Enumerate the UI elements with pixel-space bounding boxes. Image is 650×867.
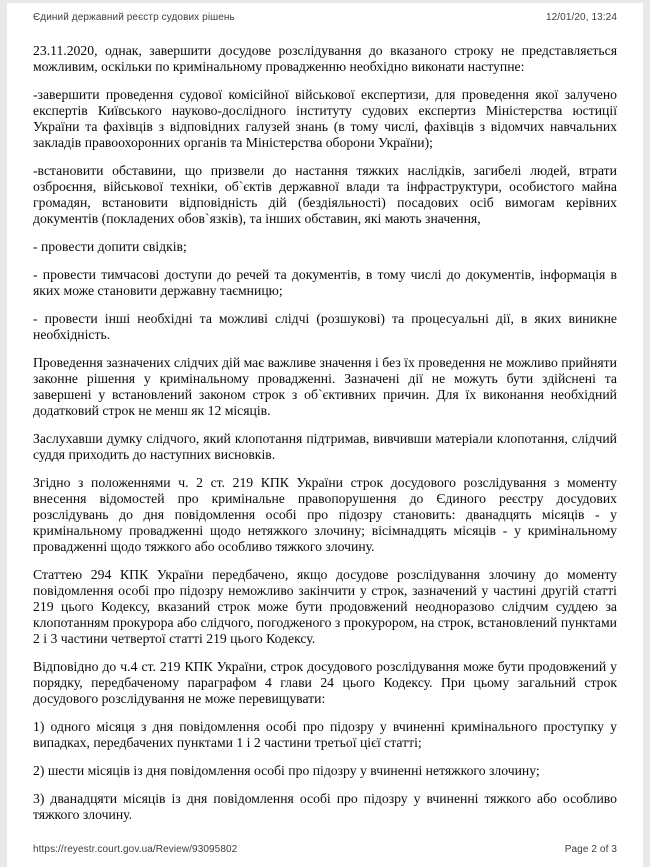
header-datetime: 12/01/20, 13:24: [545, 12, 617, 23]
footer-url: https://reyestr.court.gov.ua/Review/93095802: [33, 844, 238, 855]
paragraph: 23.11.2020, однак, завершити досудове розслідування до вказаного строку не представляється можливим, оскільки по кримінальному провадженню необхідно виконати наступне:: [33, 43, 617, 74]
paragraph: Проведення зазначених слідчих дій має важливе значення і без їх проведення не можливо прийняти законне рішення у кримінальному провадженні. Зазначені дії не можуть бути здійснені та завершені у встановлений законом строк з об`єктивних причин. Для їх виконання необхідний додатковий строк не менш як 12 місяців.: [33, 355, 617, 418]
paragraph: 2) шести місяців із дня повідомлення особі про підозру у вчиненні нетяжкого злочину;: [33, 763, 540, 778]
print-header: [7, 3, 643, 23]
document-body: [7, 43, 643, 823]
print-footer: [7, 844, 643, 855]
footer-page-info: Page 2 of 3: [564, 844, 617, 855]
paragraph: -встановити обставини, що призвели до настання тяжких наслідків, загибелі людей, втрати озброєння, військової техніки, об`єктів державної влади та інфраструктури, особистого майна громадян, встановити відповідність дій (бездіяльності) посадових осіб вимогам керівних документів (покладених обов`язків), та інших обставин, які мають значення,: [33, 163, 617, 226]
paragraph: - провести тимчасові доступи до речей та документів, в тому числі до документів, інформація в яких може становити державну таємницю;: [33, 267, 617, 298]
paragraph: 3) дванадцяти місяців із дня повідомлення особі про підозру у вчиненні тяжкого або особливо тяжкого злочину.: [33, 791, 617, 822]
document-page: [7, 3, 643, 867]
paragraph: Відповідно до ч.4 ст. 219 КПК України, строк досудового розслідування може бути продовжений у порядку, передбаченому параграфом 4 глави 24 цього Кодексу. При цьому загальний строк досудового розслідування не може перевищувати:: [33, 659, 617, 706]
paragraph: Статтею 294 КПК України передбачено, якщо досудове розслідування злочину до моменту повідомлення особі про підозру неможливо закінчити у строк, зазначений у частині другій статті 219 цього Кодексу, вказаний строк може бути продовжений неодноразово слідчим суддею за клопотанням прокурора або слідчого, погодженого з прокурором, на строк, встановлений пунктами 2 і 3 частини четвертої статті 219 цього Кодексу.: [33, 567, 617, 646]
paragraph: Згідно з положеннями ч. 2 ст. 219 КПК України строк досудового розслідування з моменту внесення відомостей про кримінальне правопорушення до Єдиного реєстру досудових розслідувань до дня повідомлення особі про підозру становить: дванадцять місяців - у кримінальному провадженні щодо нетяжкого злочину; вісімнадцять місяців - у кримінальному провадженні щодо тяжкого або особливо тяжкого злочину.: [33, 475, 617, 554]
header-title: Єдиний державний реєстр судових рішень: [33, 12, 235, 23]
paragraph: 1) одного місяця з дня повідомлення особі про підозру у вчиненні кримінального проступку у випадках, передбачених пунктами 1 і 2 частини третьої цієї статті;: [33, 719, 617, 750]
paragraph: - провести інші необхідні та можливі слідчі (розшукові) та процесуальні дії, в яких виникне необхідність.: [33, 311, 617, 342]
paragraph: Заслухавши думку слідчого, який клопотання підтримав, вивчивши матеріали клопотання, слідчий суддя приходить до наступних висновків.: [33, 431, 617, 462]
paragraph: -завершити проведення судової комісійної військової експертизи, для проведення якої залучено експертів Київського науково-дослідного інституту судових експертиз Міністерства юстиції України та фахівців з відповідних галузей знань (в тому числі, фахівців з відомчих навчальних закладів правоохоронних органів та Міністерства оборони України);: [33, 87, 617, 150]
paragraph: - провести допити свідків;: [33, 239, 187, 254]
